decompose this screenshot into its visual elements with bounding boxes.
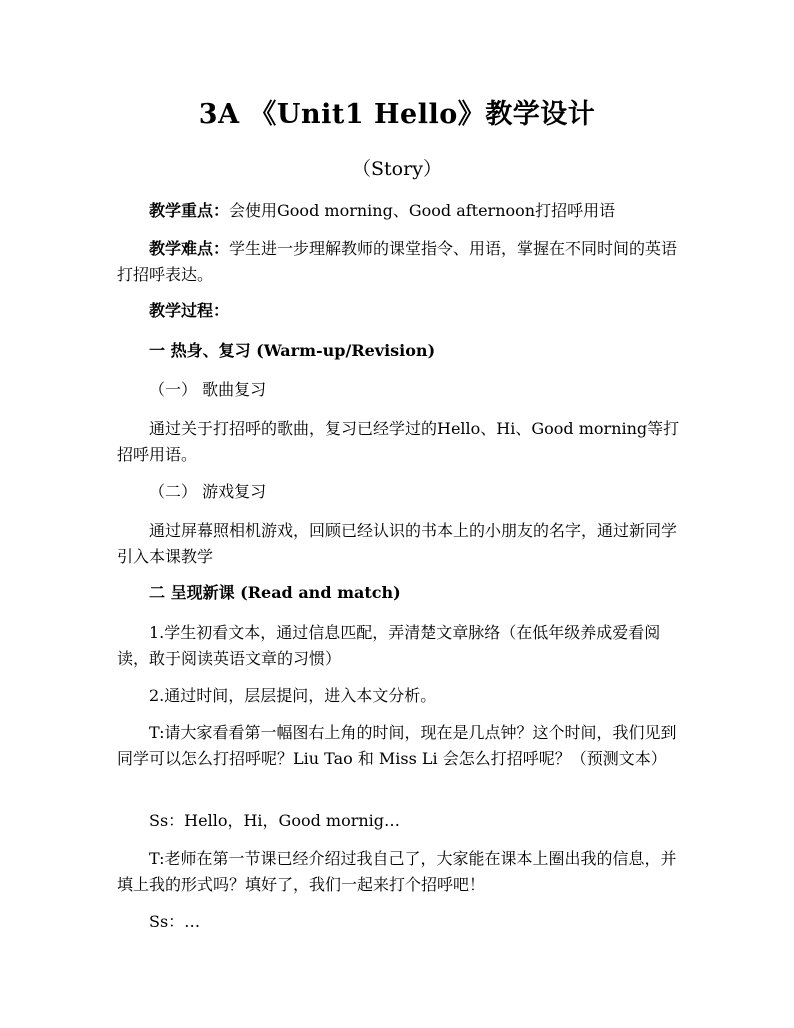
students-answer1-text: Ss：Hello，Hi，Good mornig… (149, 811, 401, 830)
subsection2-text: 通过屏幕照相机游戏，回顾已经认识的书本上的小朋友的名字，通过新同学引入本课教学 (117, 521, 678, 566)
teaching-process-label: 教学过程： (149, 301, 230, 320)
step1-text: 1.学生初看文本，通过信息匹配，弄清楚文章脉络（在低年级养成爱看阅读，敢于阅读英语文章的习惯） (117, 623, 661, 668)
teaching-difficulty-text: 学生进一步理解教师的课堂指令、用语，掌握在不同时间的英语打招呼表达。 (117, 239, 678, 284)
teaching-focus-text: 会使用Good morning、Good afternoon打招呼用语 (229, 201, 616, 220)
teaching-difficulty-label: 教学难点： (149, 239, 230, 258)
students-answer2-text: Ss：… (149, 912, 201, 931)
subsection2-heading: （二） 游戏复习 (149, 482, 267, 501)
teaching-focus-label: 教学重点： (149, 201, 230, 220)
section1-heading: 一 热身、复习 (Warm-up/Revision) (149, 341, 436, 360)
teacher-question1-text: T:请大家看看第一幅图右上角的时间，现在是几点钟？这个时间，我们见到同学可以怎么打招呼呢？Liu Tao 和 Miss Li 会怎么打招呼呢？（预测文本） (117, 723, 677, 768)
document-title: 3A 《Unit1 Hello》教学设计 (198, 99, 596, 130)
teaching-difficulty-paragraph (117, 236, 687, 288)
teaching-focus-paragraph (117, 198, 687, 224)
section2-heading: 二 呈现新课 (Read and match) (149, 583, 401, 602)
subsection1-text: 通过关于打招呼的歌曲，复习已经学过的Hello、Hi、Good morning等打招呼用语。 (117, 419, 680, 464)
subsection1-heading: （一） 歌曲复习 (149, 380, 267, 399)
step2-text: 2.通过时间，层层提问，进入本文分析。 (149, 686, 437, 705)
teacher-question2-text: T:老师在第一节课已经介绍过我自己了，大家能在课本上圈出我的信息，并填上我的形式吗？填好了，我们一起来打个招呼吧！ (117, 849, 677, 894)
document-subtitle: （Story） (352, 158, 442, 180)
